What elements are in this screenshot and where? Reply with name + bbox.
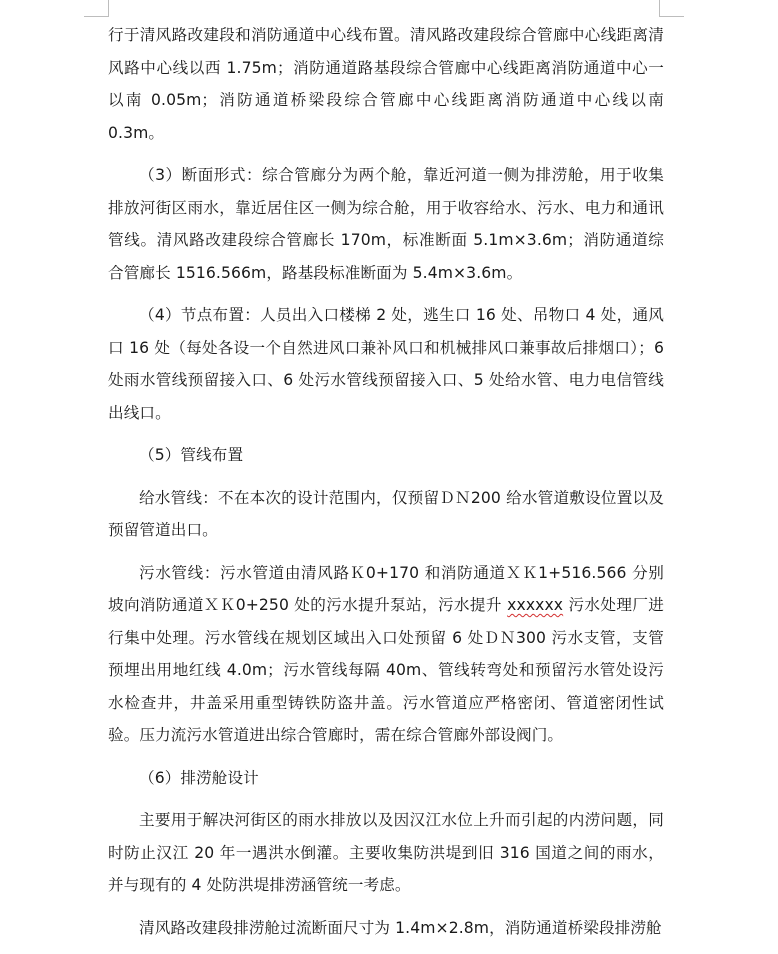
sewage-text-after: 污水处理厂进行集中处理。污水管线在规划区域出入口处预留 6 处ＤＮ300 污水支管，支管预埋出用地红线 4.0m；污水管线每隔 40m、管线转弯处和预留污水管处设污水检查井，井盖采用重型铸铁防盗井盖。污水管道应严格密闭、管道密闭性试验。压力流污水管道进出综合管廊时，需在综合管廊外部设阀门。 [108,596,664,744]
spellcheck-marked-text[interactable]: xxxxxx [507,596,564,614]
paragraph-layout-continued: 行于清风路改建段和消防通道中心线布置。清风路改建段综合管廊中心线距离清风路中心线以西 1.75m；消防通道路基段综合管廊中心线距离消防通道中心一以南 0.05m；消防通道桥梁段综合管廊中心线距离消防通道中心线以南 0.3m。 [108,26,664,142]
heading-section-6-drainage: （6）排涝舱设计 [139,768,259,787]
document-body[interactable] [108,19,664,954]
paragraph-section-4-nodes: （4）节点布置：人员出入口楼梯 2 处，逃生口 16 处、吊物口 4 处，通风口 16 处（每处各设一个自然进风口兼补风口和机械排风口兼事故后排烟口）；6 处雨水管线预留接入口、6 处污水管线预留接入口、5 处给水管、电力电信管线出线口。 [108,306,664,422]
heading-section-5-pipelines: （5）管线布置 [139,446,244,464]
crop-mark-top-left [84,0,109,17]
sewage-text-before: 污水管线：污水管道由清风路Ｋ0+170 和消防通道ＸＫ1+516.566 分别坡向消防通道ＸＫ0+250 处的污水提升泵站，污水提升 [108,563,664,614]
crop-mark-top-right [659,0,684,17]
paragraph-sewage [108,557,664,752]
paragraph-drainage-purpose: 主要用于解决河街区的雨水排放以及因汉江水位上升而引起的内涝问题，同时防止汉江 20 年一遇洪水倒灌。主要收集防洪堤到旧 316 国道之间的雨水，并与现有的 4 处防洪堤排涝涵管统一考虑。 [108,811,664,894]
paragraph-drainage-section: 清风路改建段排涝舱过流断面尺寸为 1.4m×2.8m，消防通道桥梁段排涝舱 [139,918,662,937]
paragraph-section-3-cross-section: （3）断面形式：综合管廊分为两个舱，靠近河道一侧为排涝舱，用于收集排放河街区雨水，靠近居住区一侧为综合舱，用于收容给水、污水、电力和通讯管线。清风路改建段综合管廊长 170m，标准断面 5.1m×3.6m；消防通道综合管廊长 1516.566m，路基段标准断面为 5.4m×3.6m。 [108,166,664,282]
paragraph-water-supply: 给水管线：不在本次的设计范围内，仅预留ＤＮ200 给水管道敷设位置以及预留管道出口。 [108,488,664,539]
